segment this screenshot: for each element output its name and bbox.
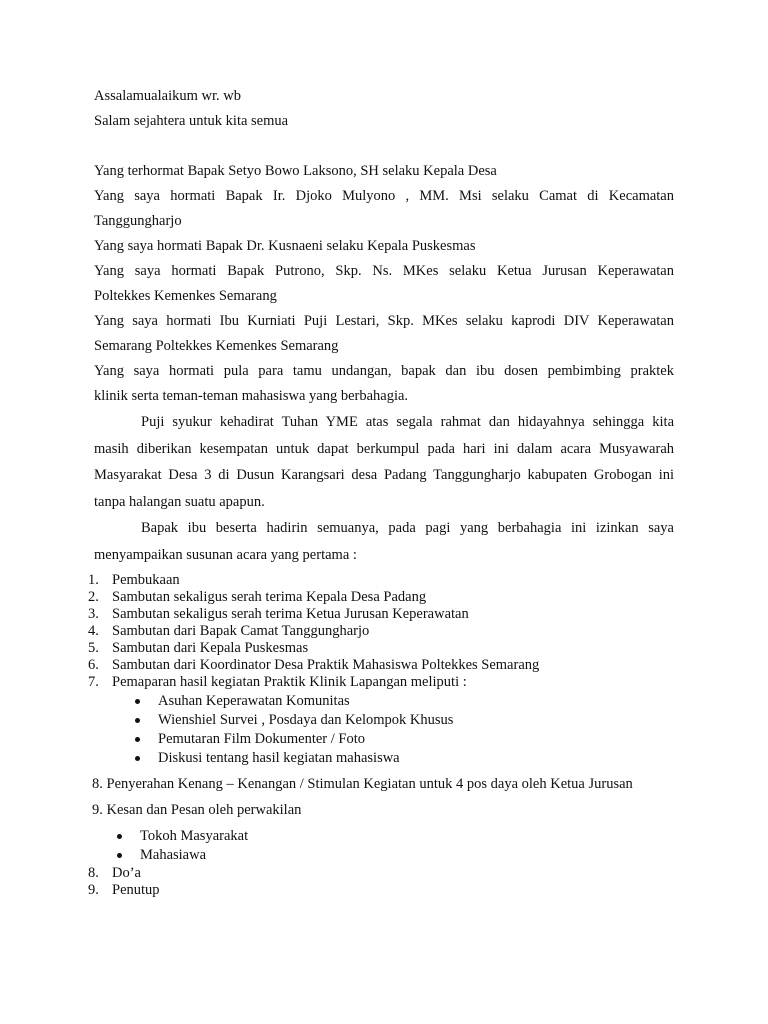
paragraph-line: masih diberikan kesempatan untuk dapat berkumpul pada hari ini dalam acara Musyawarah <box>94 440 674 457</box>
list-item-text: Diskusi tentang hasil kegiatan mahasiswa <box>158 750 400 766</box>
list-item <box>94 846 674 865</box>
list-item <box>94 730 674 749</box>
blank-line <box>94 134 674 159</box>
honorific-line: Yang saya hormati Ibu Kurniati Puji Lestari, Skp. MKes selaku kaprodi DIV Keperawatan <box>94 313 674 329</box>
list-item <box>88 606 674 623</box>
list-number: 8. <box>88 865 99 881</box>
list-number: 9. <box>88 882 99 898</box>
list-item-text: Pembukaan <box>112 572 180 588</box>
bullet-icon <box>135 756 140 761</box>
item9-sub-list <box>94 827 674 865</box>
list-item-text: Sambutan sekaligus serah terima Kepala Desa Padang <box>112 589 427 605</box>
list-item-text: Wienshiel Survei , Posdaya dan Kelompok Khusus <box>158 712 454 728</box>
list-item-text: Pemaparan hasil kegiatan Praktik Klinik Lapangan meliputi : <box>112 674 467 690</box>
bullet-icon <box>117 853 122 858</box>
bullet-icon <box>135 737 140 742</box>
list-item <box>88 865 674 882</box>
honorific-line: Yang saya hormati pula para tamu undangan, bapak dan ibu dosen pembimbing praktek <box>94 363 674 379</box>
agenda-sub-list <box>94 692 674 768</box>
bullet-icon <box>135 699 140 704</box>
list-item <box>88 572 674 589</box>
paragraph-line: Masyarakat Desa 3 di Dusun Karangsari desa Padang Tanggungharjo kabupaten Grobogan ini <box>94 467 674 483</box>
list-item <box>94 692 674 711</box>
paragraph-line: menyampaikan susunan acara yang pertama : <box>94 546 357 563</box>
list-item <box>88 657 674 674</box>
list-number: 1. <box>88 572 99 588</box>
list-item-text: Tokoh Masyarakat <box>140 828 249 844</box>
list-item <box>88 640 674 657</box>
paragraph-line: tanpa halangan suatu apapun. <box>94 493 265 510</box>
list-number: 5. <box>88 640 99 656</box>
list-item <box>94 749 674 768</box>
paragraph-line: Bapak ibu beserta hadirin semuanya, pada pagi yang berbahagia ini izinkan saya <box>141 520 674 536</box>
list-number: 2. <box>88 589 99 605</box>
list-number: 3. <box>88 606 99 622</box>
honorific-line: Yang saya hormati Bapak Dr. Kusnaeni selaku Kepala Puskesmas <box>94 238 476 254</box>
honorific-line: Yang saya hormati Bapak Ir. Djoko Mulyono , MM. Msi selaku Camat di Kecamatan <box>94 188 674 204</box>
list-item-text: Mahasiawa <box>140 847 207 863</box>
agenda-item-9: 9. Kesan dan Pesan oleh perwakilan <box>92 802 302 818</box>
greeting-line: Salam sejahtera untuk kita semua <box>94 113 289 129</box>
closing-list <box>88 865 674 899</box>
list-item-text: Sambutan dari Bapak Camat Tanggungharjo <box>112 623 370 639</box>
list-number: 7. <box>88 674 99 690</box>
bullet-icon <box>117 834 122 839</box>
honorific-line: Yang terhormat Bapak Setyo Bowo Laksono, SH selaku Kepala Desa <box>94 163 497 179</box>
list-item-text: Pemutaran Film Dokumenter / Foto <box>158 731 366 747</box>
list-item <box>94 827 674 846</box>
paragraph-line: Puji syukur kehadirat Tuhan YME atas segala rahmat dan hidayahnya sehingga kita <box>141 414 674 430</box>
document-page <box>88 84 674 899</box>
honorific-line: Yang saya hormati Bapak Putrono, Skp. Ns. MKes selaku Ketua Jurusan Keperawatan <box>94 263 674 279</box>
greeting-line: Assalamualaikum wr. wb <box>94 88 241 104</box>
list-item-text: Penutup <box>112 882 160 898</box>
list-item-text: Sambutan sekaligus serah terima Ketua Jurusan Keperawatan <box>112 606 469 622</box>
list-item <box>88 882 674 899</box>
honorific-line: Semarang Poltekkes Kemenkes Semarang <box>94 338 339 354</box>
list-item <box>88 674 674 691</box>
list-item-text: Asuhan Keperawatan Komunitas <box>158 693 350 709</box>
honorific-line: Poltekkes Kemenkes Semarang <box>94 288 277 304</box>
list-item <box>88 623 674 640</box>
bullet-icon <box>135 718 140 723</box>
agenda-item-8: 8. Penyerahan Kenang – Kenangan / Stimulan Kegiatan untuk 4 pos daya oleh Ketua Jurusan <box>92 776 633 792</box>
honorific-line: Tanggungharjo <box>94 213 182 229</box>
agenda-list <box>88 572 674 691</box>
list-item <box>94 711 674 730</box>
list-item-text: Sambutan dari Koordinator Desa Praktik Mahasiswa Poltekkes Semarang <box>112 657 540 673</box>
list-number: 6. <box>88 657 99 673</box>
list-item-text: Do’a <box>112 865 141 881</box>
list-item-text: Sambutan dari Kepala Puskesmas <box>112 640 309 656</box>
list-item <box>88 589 674 606</box>
list-number: 4. <box>88 623 99 639</box>
honorific-line: klinik serta teman-teman mahasiswa yang berbahagia. <box>94 388 409 404</box>
